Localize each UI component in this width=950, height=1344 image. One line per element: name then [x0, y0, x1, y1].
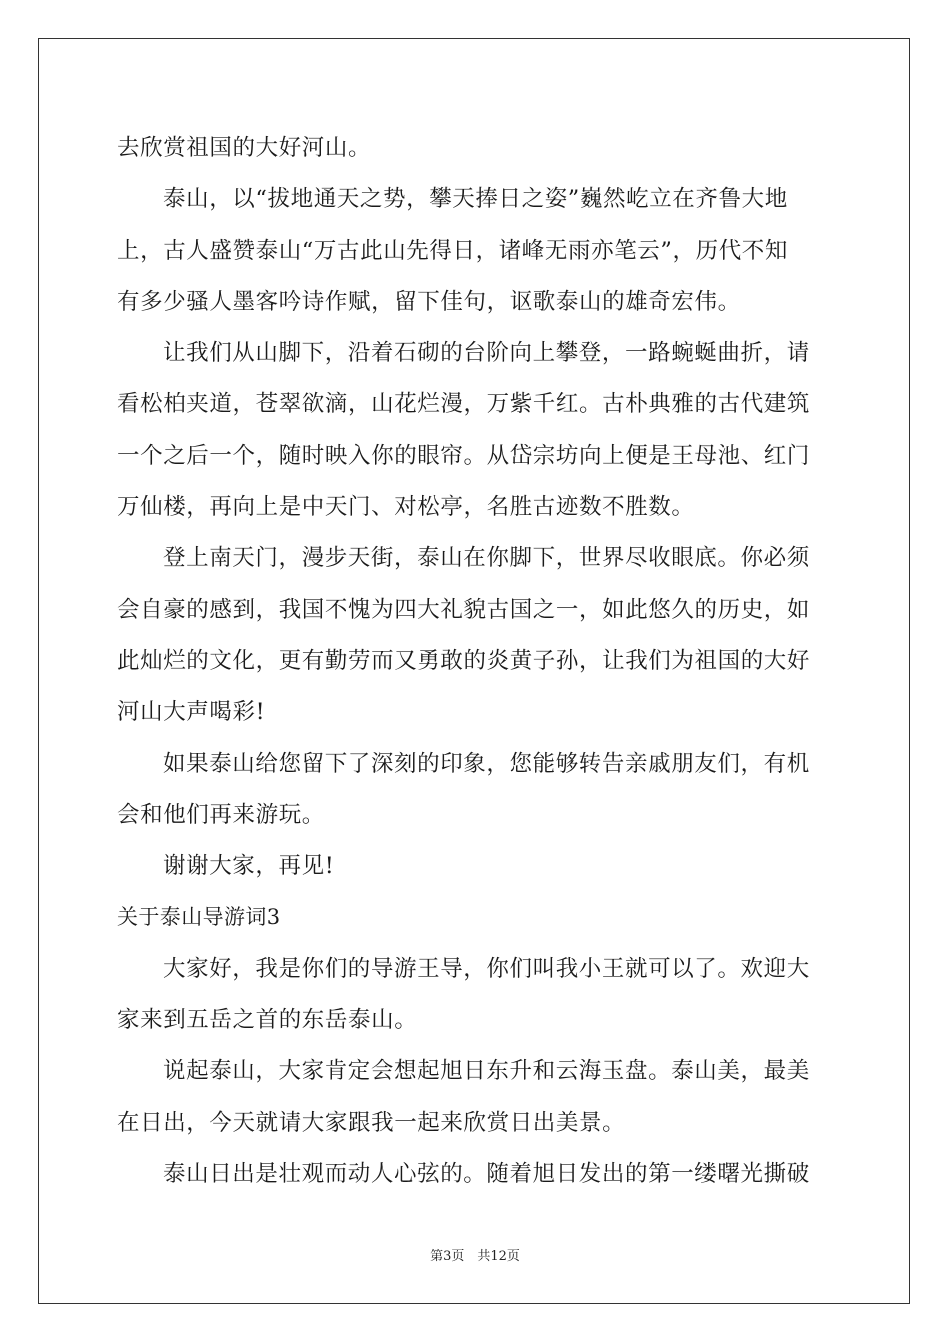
document-body — [117, 123, 837, 1200]
text-line: 一个之后一个，随时映入你的眼帘。从岱宗坊向上便是王母池、红门 — [117, 442, 811, 469]
text-line: 有多少骚人墨客吟诗作赋，留下佳句，讴歌泰山的雄奇宏伟。 — [117, 288, 741, 315]
text-line: 会自豪的感到，我国不愧为四大礼貌古国之一，如此悠久的历史，如 — [117, 596, 811, 623]
text-line: 此灿烂的文化，更有勤劳而又勇敢的炎黄子孙，让我们为祖国的大好 — [117, 647, 811, 674]
text-line: 在日出，今天就请大家跟我一起来欣赏日出美景。 — [117, 1109, 626, 1136]
text-line: 看松柏夹道，苍翠欲滴，山花烂漫，万紫千红。古朴典雅的古代建筑 — [117, 391, 811, 418]
section-heading: 关于泰山导游词3 — [117, 905, 281, 930]
text-line: 河山大声喝彩! — [117, 699, 266, 726]
text-line: 泰山日出是壮观而动人心弦的。随着旭日发出的第一缕曙光撕破 — [163, 1160, 810, 1187]
text-line: 会和他们再来游玩。 — [117, 801, 325, 828]
text-line: 让我们从山脚下，沿着石砌的台阶向上攀登，一路蜿蜒曲折，请 — [163, 340, 810, 367]
text-line: 登上南天门，漫步天街，泰山在你脚下，世界尽收眼底。你必须 — [163, 545, 810, 572]
text-line: 说起泰山，大家肯定会想起旭日东升和云海玉盘。泰山美，最美 — [163, 1058, 810, 1085]
page-number-footer: 第3页 共12页 — [430, 1249, 520, 1264]
text-line: 泰山，以“拔地通天之势，攀天捧日之姿”巍然屹立在齐鲁大地 — [163, 186, 788, 213]
text-line: 上，古人盛赞泰山“万古此山先得日，诸峰无雨亦笔云”，历代不知 — [117, 237, 789, 264]
text-line: 谢谢大家，再见! — [163, 853, 335, 880]
text-line: 家来到五岳之首的东岳泰山。 — [117, 1007, 418, 1034]
text-line: 去欣赏祖国的大好河山。 — [117, 135, 372, 161]
text-line: 大家好，我是你们的导游王导，你们叫我小王就可以了。欢迎大 — [163, 955, 810, 982]
text-line: 万仙楼，再向上是中天门、对松亭，名胜古迹数不胜数。 — [117, 494, 695, 521]
text-line: 如果泰山给您留下了深刻的印象，您能够转告亲戚朋友们，有机 — [163, 750, 810, 777]
